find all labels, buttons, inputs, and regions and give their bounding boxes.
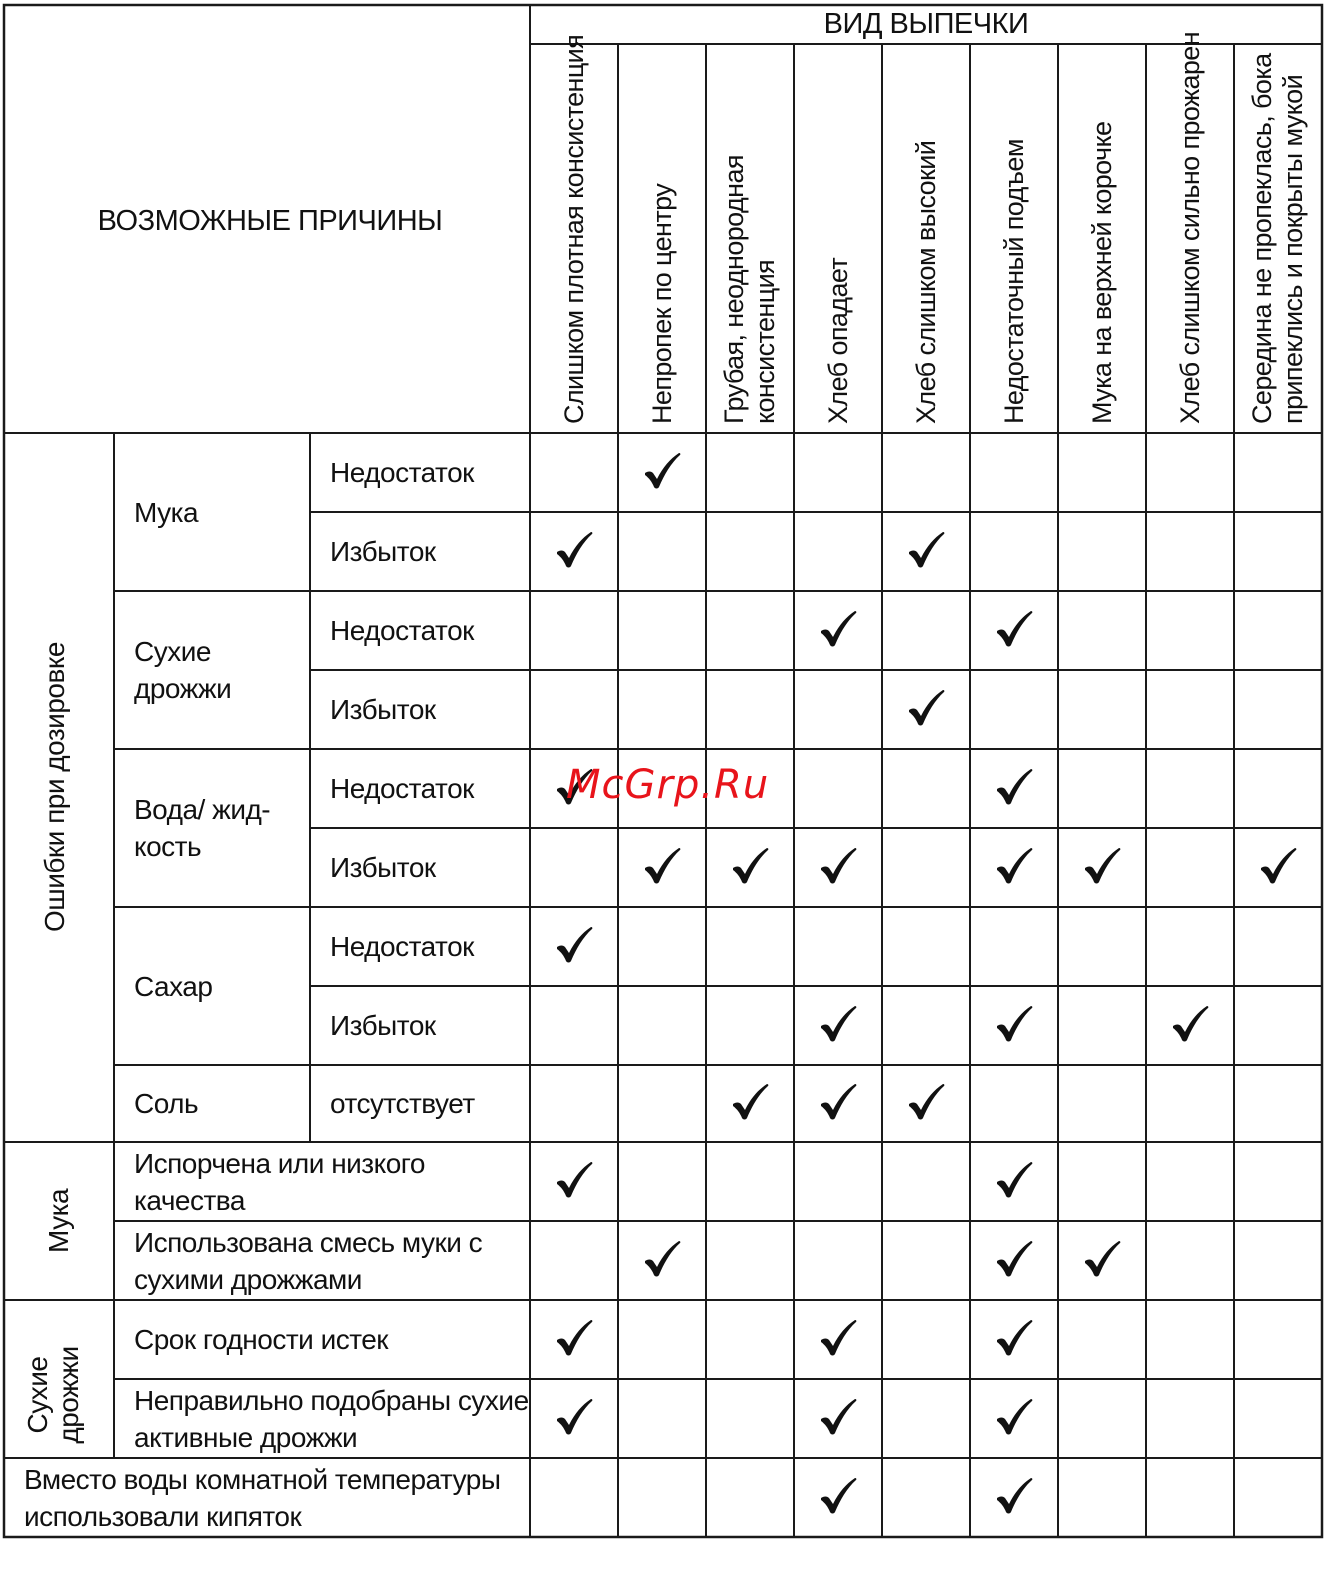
group-label-flour: Мука (43, 1188, 74, 1254)
column-header-9 (1247, 54, 1309, 425)
check-icon (994, 1397, 1034, 1437)
row-label (310, 1065, 530, 1142)
check-icon (906, 1082, 946, 1122)
check-icon (994, 1004, 1034, 1044)
group-label-yeast (22, 1325, 86, 1465)
column-header-3 (719, 155, 781, 424)
check-icon (818, 1397, 858, 1437)
ingredient-water (114, 749, 310, 907)
watermark: McGrp.Ru (566, 762, 770, 808)
ingredient-dry-yeast-label: Сухие дрожжи (134, 636, 232, 704)
column-header-2 (647, 184, 678, 424)
check-icon (906, 688, 946, 728)
row-label-text: Испорчена или низкого качества (134, 1147, 425, 1216)
ingredient-flour (114, 433, 310, 591)
row-label (4, 1458, 530, 1537)
check-icon (642, 846, 682, 886)
check-icon (642, 451, 682, 491)
ingredient-sugar-label: Сахар (134, 970, 213, 1002)
row-label-text: активные дрожжи (134, 1421, 358, 1453)
row-label-text: Избыток (330, 1010, 436, 1041)
check-icon (554, 1318, 594, 1358)
row-label-text: использовали кипяток (24, 1500, 302, 1532)
check-icon (554, 530, 594, 570)
ingredient-flour-label: Мука (134, 496, 199, 528)
row-label (310, 591, 530, 670)
ingredient-salt-label: Соль (134, 1088, 199, 1119)
check-icon (818, 846, 858, 886)
row-label-text: Недостаток (330, 615, 474, 646)
row-label-text: Избыток (330, 536, 436, 567)
check-icon (994, 609, 1034, 649)
column-header-8-line: Хлеб слишком сильно прожарен (1174, 31, 1205, 424)
row-label-text: Избыток (330, 694, 436, 725)
causes-header (4, 5, 530, 433)
check-icon (1082, 846, 1122, 886)
column-header-7 (1087, 122, 1118, 424)
check-icon (994, 1160, 1034, 1200)
check-icon (1258, 846, 1298, 886)
row-label (310, 512, 530, 591)
ingredient-sugar (114, 907, 310, 1065)
row-label-text: Использована смесь муки с (134, 1226, 483, 1258)
check-icon (994, 1476, 1034, 1516)
column-header-6-line: Недостаточный подъем (998, 139, 1029, 424)
row-label-text: Недостаток (330, 457, 474, 488)
group-label-yeast-line2: дрожжи (53, 1346, 84, 1444)
check-icon (818, 1004, 858, 1044)
row-label (114, 1379, 530, 1458)
row-label (310, 986, 530, 1065)
check-icon (642, 1239, 682, 1279)
column-header-4-line: Хлеб опадает (822, 257, 853, 424)
check-icon (554, 1160, 594, 1200)
column-header-9-line: припеклись и покрыты мукой (1278, 74, 1308, 424)
row-label (310, 828, 530, 907)
row-label (310, 749, 530, 828)
row-label (114, 1221, 530, 1300)
check-icon (818, 609, 858, 649)
row-label (114, 1142, 530, 1221)
column-header-6 (999, 139, 1030, 424)
column-header-4 (823, 258, 854, 424)
column-header-5-line: Хлеб слишком высокий (910, 140, 941, 424)
check-icon (1082, 1239, 1122, 1279)
column-header-1 (559, 35, 590, 424)
check-icon (818, 1082, 858, 1122)
ingredient-water-line2: кость (134, 831, 202, 862)
check-icon (1170, 1004, 1210, 1044)
check-icon (554, 1397, 594, 1437)
column-header-9-line: Середина не пропеклась, бока (1247, 53, 1277, 424)
column-header-3-line: Грубая, неоднородная (719, 155, 749, 424)
column-header-8 (1175, 32, 1206, 424)
check-icon (994, 1318, 1034, 1358)
row-label (310, 670, 530, 749)
result-header-label: ВИД ВЫПЕЧКИ (823, 8, 1029, 40)
ingredient-salt (114, 1065, 310, 1142)
causes-header-label: ВОЗМОЖНЫЕ ПРИЧИНЫ (97, 204, 443, 237)
check-icon (906, 530, 946, 570)
column-header-2-line: Непропек по центру (646, 183, 677, 424)
ingredient-water-line1: Вода/ жид- (134, 794, 271, 825)
ingredient-dry-yeast (114, 591, 310, 749)
row-label-text: Срок годности истек (134, 1324, 389, 1355)
check-icon (818, 1318, 858, 1358)
check-icon (554, 925, 594, 965)
column-header-3-line: консистенция (750, 259, 780, 424)
column-header-7-line: Мука на верхней корочке (1086, 121, 1117, 424)
check-icon (730, 846, 770, 886)
row-label (310, 433, 530, 512)
row-label-text: отсутствует (330, 1088, 475, 1119)
row-label-text: сухими дрожжами (134, 1263, 362, 1295)
column-header-5 (911, 141, 942, 424)
row-label-text: Вместо воды комнатной температуры (24, 1463, 501, 1495)
column-header-1-line: Слишком плотная консистенция (558, 34, 589, 424)
check-icon (994, 846, 1034, 886)
row-label (114, 1300, 530, 1379)
row-label-text: Избыток (330, 852, 436, 883)
check-icon (818, 1476, 858, 1516)
row-label-text: Недостаток (330, 931, 474, 962)
group-label-yeast-line1: Сухие (22, 1356, 53, 1434)
group-label-dosage: Ошибки при дозировке (39, 642, 70, 932)
check-icon (994, 1239, 1034, 1279)
row-label-text: Неправильно подобраны сухие (134, 1384, 529, 1416)
check-icon (730, 1082, 770, 1122)
row-label (310, 907, 530, 986)
check-icon (994, 767, 1034, 807)
row-label-text: Недостаток (330, 773, 474, 804)
